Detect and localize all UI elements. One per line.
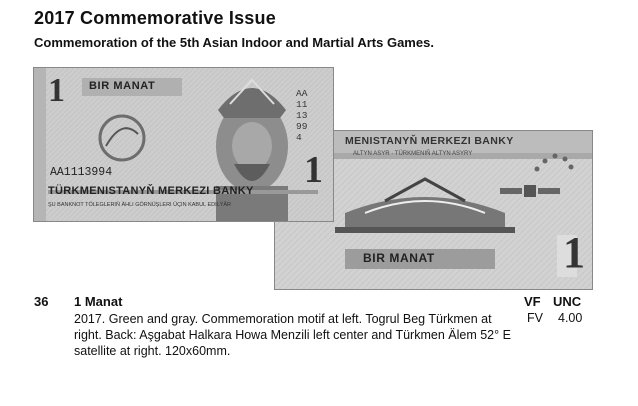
front-fine-print: ŞU BANKNOT TÖLEGLERIŇ ÄHLI GÖRNÜŞLERI ÜÇIN KABUL EDILÝÄR bbox=[48, 202, 231, 208]
banknote-front-art bbox=[34, 68, 333, 221]
back-bank-name: MENISTANYŇ MERKEZI BANKY bbox=[345, 135, 514, 147]
front-vertical-serial: AA1113994 bbox=[296, 88, 308, 143]
grade-header-vf: VF bbox=[524, 294, 541, 309]
front-right-numeral: 1 bbox=[304, 149, 323, 191]
catalog-number: 36 bbox=[34, 294, 49, 309]
front-top-label: BIR MANAT bbox=[89, 80, 156, 92]
page-title: 2017 Commemorative Issue bbox=[34, 8, 276, 28]
denomination: 1 Manat bbox=[74, 294, 123, 309]
banknote-front-image bbox=[33, 67, 334, 222]
grade-value-vf: FV bbox=[527, 311, 543, 325]
front-left-numeral: 1 bbox=[48, 72, 65, 109]
front-serial: AA1113994 bbox=[50, 166, 113, 179]
page-subtitle: Commemoration of the 5th Asian Indoor and Martial Arts Games. bbox=[34, 35, 434, 50]
back-bottom-label: BIR MANAT bbox=[363, 251, 435, 265]
back-numeral: 1 bbox=[563, 228, 585, 277]
back-motto: ALTYN ASYR · TÜRKMENIŇ ALTYN ASYRY bbox=[353, 151, 473, 157]
front-bank-name: TÜRKMENISTANYŇ MERKEZI BANKY bbox=[48, 185, 254, 197]
description: 2017. Green and gray. Commemoration motif at left. Togrul Beg Türkmen at right. Back: Aşgabat Halkara Howa Menzili left center and Türkmen Älem 52° E satellite at right. 120x60mm. bbox=[74, 312, 511, 358]
grade-value-unc: 4.00 bbox=[558, 311, 583, 325]
grade-header-unc: UNC bbox=[553, 294, 582, 309]
